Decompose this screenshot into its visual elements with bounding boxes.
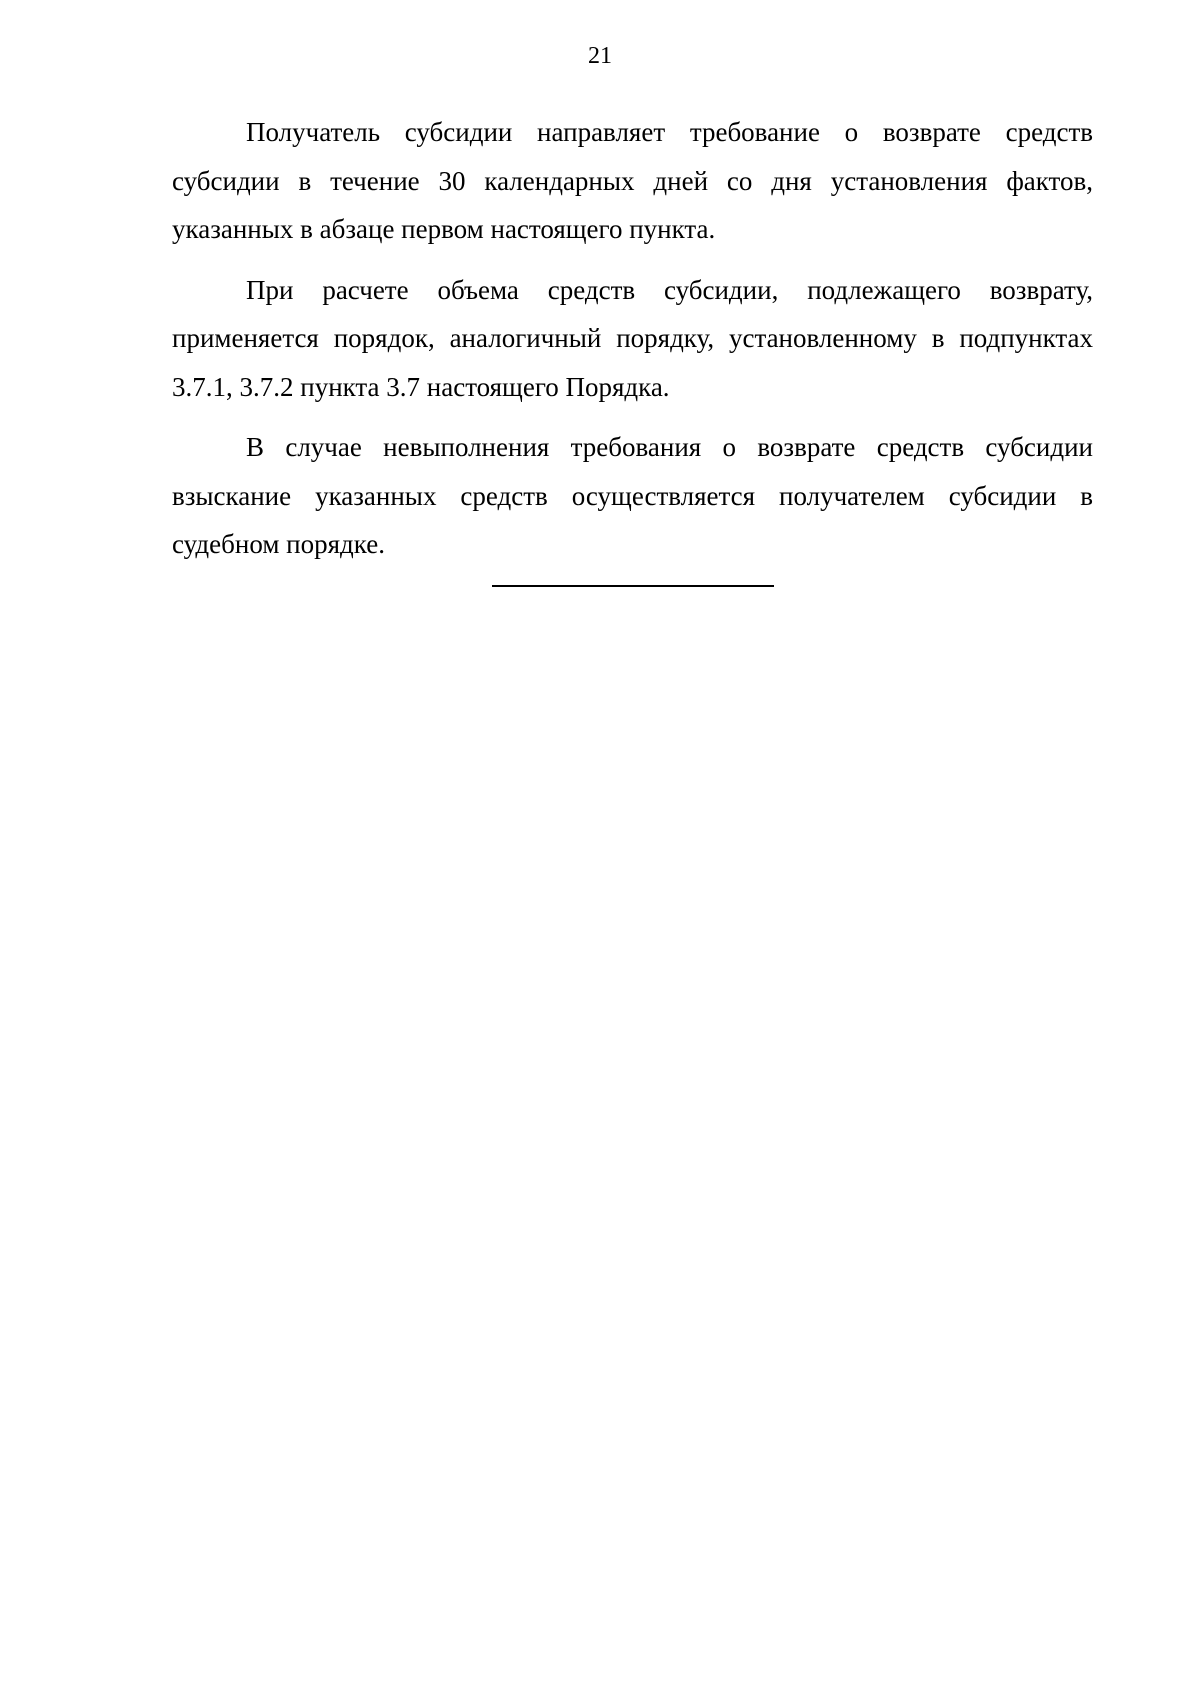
paragraph-refund-calculation: При расчете объема средств субсидии, подлежащего возврату, применяется порядок, аналогичный порядку, установленному в подпунктах 3.7.1, 3.7.2 пункта 3.7 настоящего Порядка. <box>172 274 1093 402</box>
paragraph-refund-request: Получатель субсидии направляет требование о возврате средств субсидии в течение 30 календарных дней со дня установления фактов, указанных в абзаце первом настоящего пункта. <box>172 117 1093 244</box>
document-body <box>172 108 1093 581</box>
page-number: 21 <box>588 43 612 69</box>
paragraph-judicial-recovery: В случае невыполнения требования о возврате средств субсидии взыскание указанных средств осуществляется получателем субсидии в судебном порядке. <box>172 432 1093 559</box>
end-of-text-rule <box>492 585 774 587</box>
